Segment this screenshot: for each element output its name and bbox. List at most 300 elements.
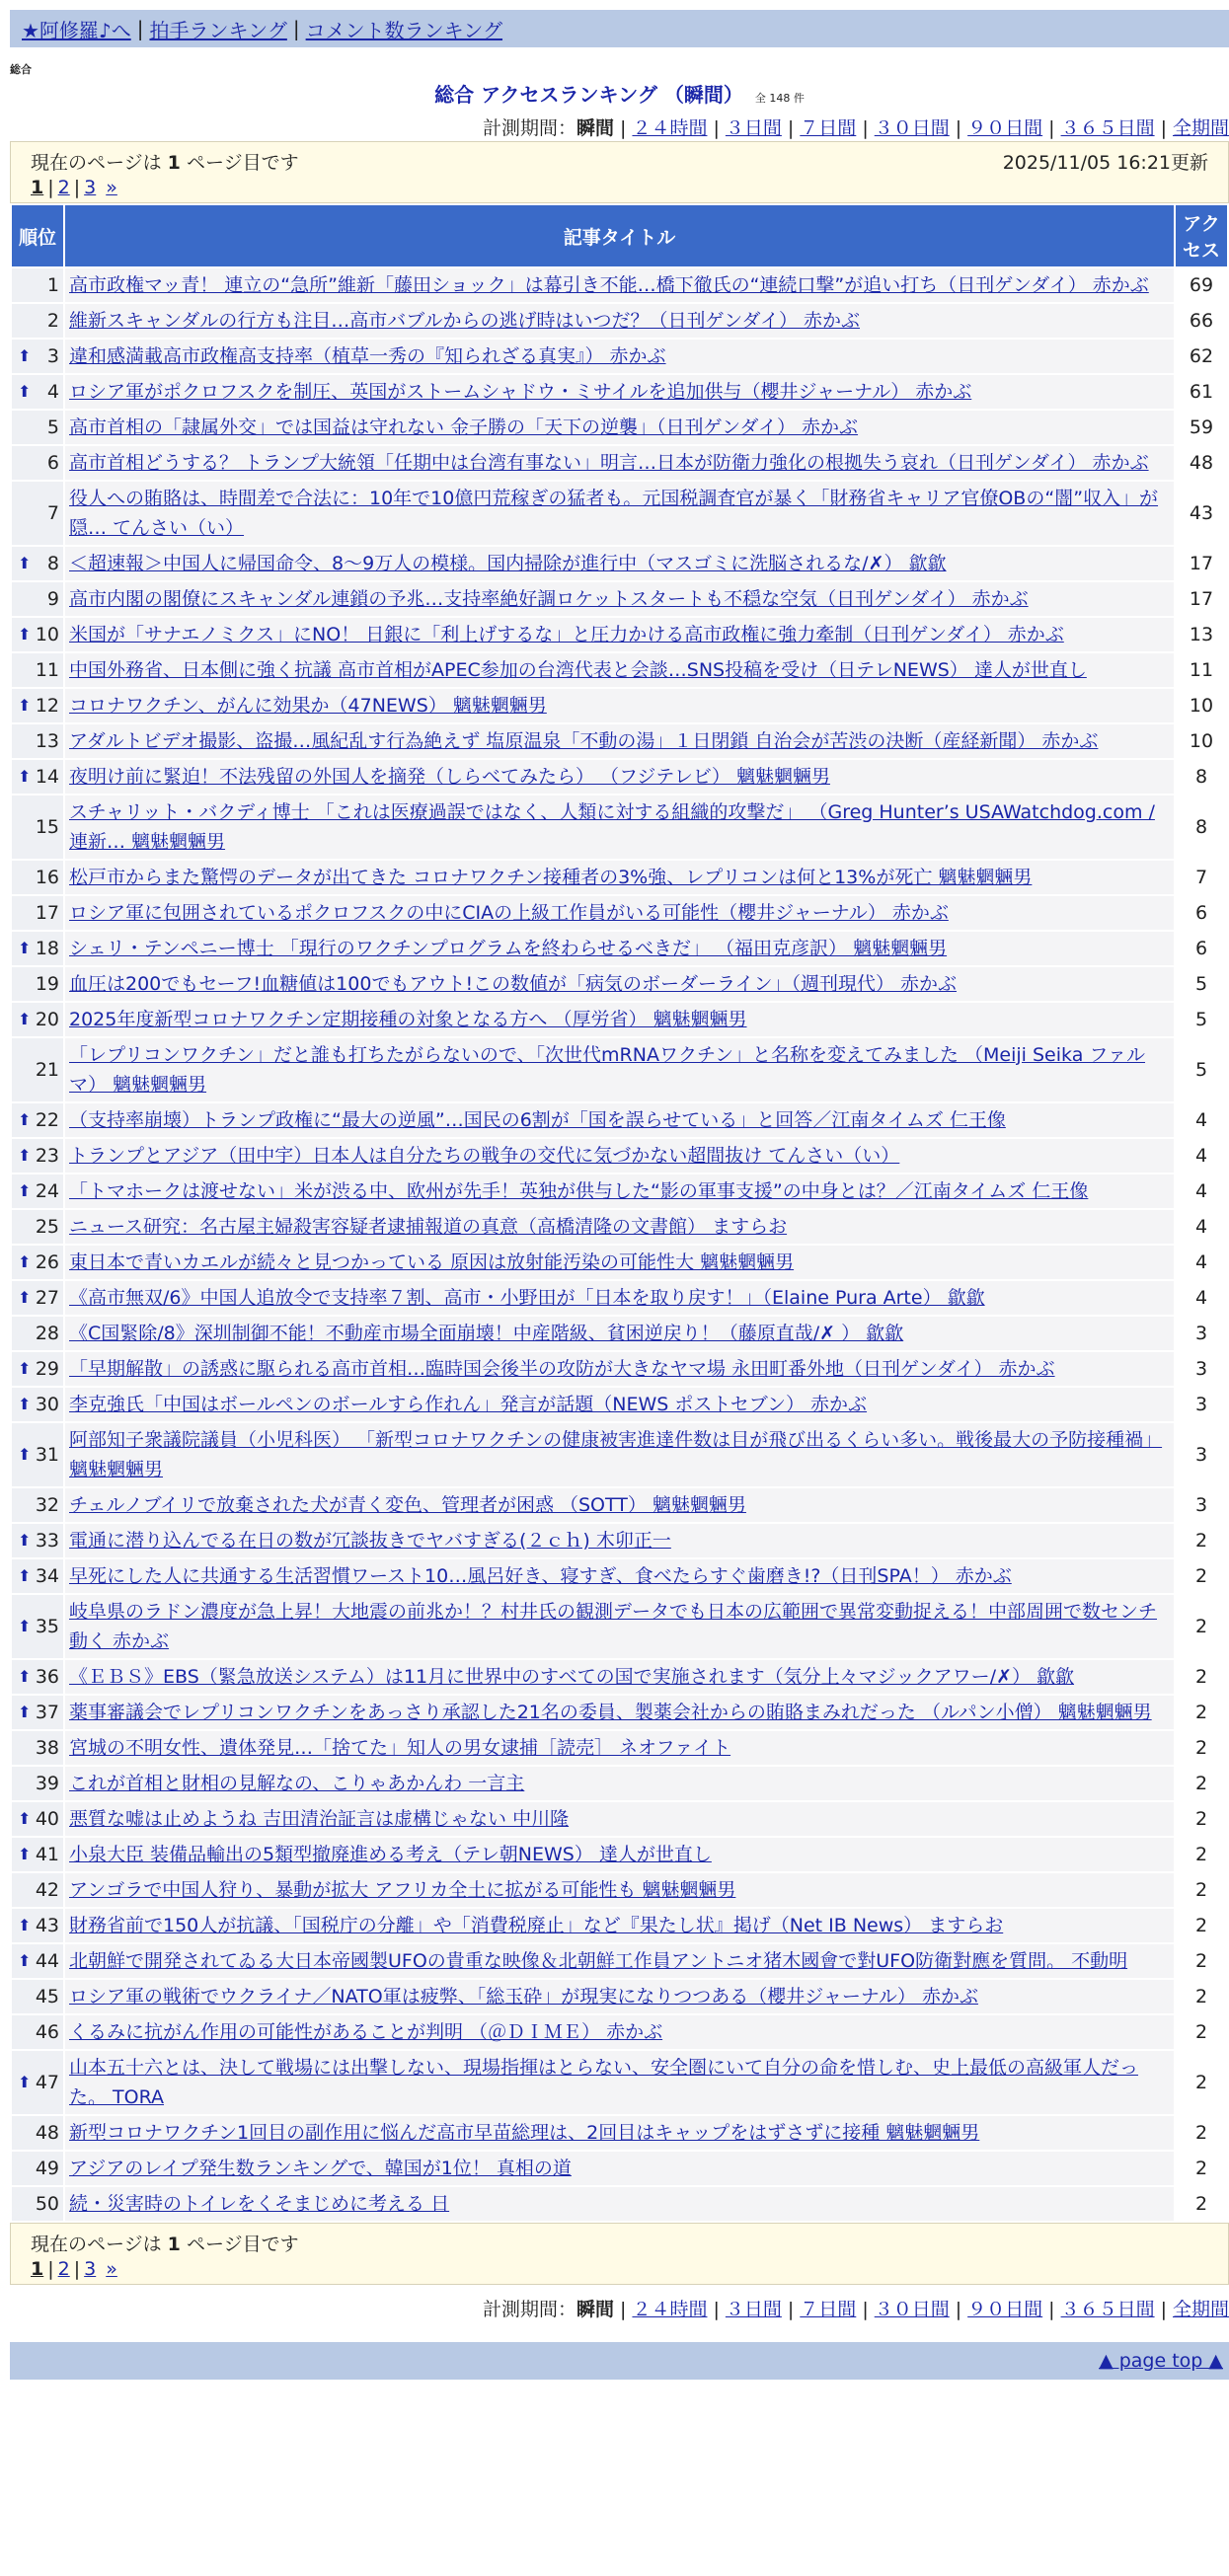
rank-cell <box>12 411 63 444</box>
table-row <box>12 1139 1227 1173</box>
access-count: 4 <box>1176 1139 1227 1173</box>
table-row <box>12 582 1227 616</box>
rank-number: 5 <box>46 417 59 438</box>
access-count: 2 <box>1176 2187 1227 2221</box>
access-count: 3 <box>1176 1423 1227 1486</box>
pager-bottom <box>10 2223 1229 2285</box>
article-title-link[interactable]: 血圧は200でもセーフ!血糖値は100でもアウト!この数値が「病気のボーダーライン」（週刊現代） 赤かぶ <box>69 973 958 995</box>
title-cell <box>65 304 1174 338</box>
pager-page-link[interactable]: 3 <box>84 2258 97 2280</box>
period-option-link[interactable]: ９０日間 <box>967 2299 1043 2320</box>
page-root <box>10 10 1229 2380</box>
rank-number: 45 <box>35 1986 59 2008</box>
rank-number: 13 <box>35 730 59 752</box>
article-title-link[interactable]: 違和感満載高市政権高支持率（植草一秀の『知られざる真実』） 赤かぶ <box>69 345 666 367</box>
rank-up-arrow-icon: ⬆ <box>18 1181 32 1200</box>
title-cell <box>65 1838 1174 1871</box>
rank-cell <box>12 967 63 1001</box>
title-cell <box>65 1559 1174 1593</box>
period-separator: | <box>1160 117 1167 139</box>
title-cell <box>65 1388 1174 1421</box>
table-row <box>12 796 1227 859</box>
rank-up-arrow-icon: ⬆ <box>18 346 32 365</box>
pager-separator: | <box>47 2258 54 2280</box>
rank-cell <box>12 1696 63 1729</box>
access-header: アクセス <box>1176 205 1227 266</box>
pager-next-link[interactable]: » <box>106 177 117 198</box>
access-count: 2 <box>1176 1731 1227 1765</box>
table-row <box>12 1595 1227 1658</box>
article-title-link[interactable]: ロシア軍がポクロフスクを制圧、英国がストームシャドウ・ミサイルを追加供与（櫻井ジャーナル） 赤かぶ <box>69 381 972 403</box>
article-title-link[interactable]: スチャリット・バクディ博士 「これは医療過誤ではなく、人類に対する組織的攻撃だ」 （Greg Hunter’s USAWatchdog.com / 連新… 魑魅魍魎男 <box>69 801 1155 853</box>
article-title-link[interactable]: 財務省前で150人が抗議、「国税庁の分離」や「消費税廃止」など『果たし状』掲げ（Net IB News） ますらお <box>69 1915 1004 1936</box>
article-title-link[interactable]: 岐阜県のラドン濃度が急上昇！大地震の前兆か！？村井氏の観測データでも日本の広範囲で異常変動捉える！中部周囲で数センチ動く 赤かぶ <box>69 1601 1158 1652</box>
rank-up-arrow-icon: ⬆ <box>18 1667 32 1686</box>
period-option-link[interactable]: ３６５日間 <box>1060 2299 1155 2320</box>
rank-number: 21 <box>35 1059 59 1081</box>
access-count: 5 <box>1176 1003 1227 1036</box>
table-row <box>12 1352 1227 1386</box>
access-count: 4 <box>1176 1174 1227 1208</box>
rank-cell <box>12 1767 63 1800</box>
access-count: 3 <box>1176 1488 1227 1522</box>
rank-cell <box>12 1488 63 1522</box>
period-label: 計測期間： <box>483 2299 577 2320</box>
rank-number: 25 <box>35 1216 59 1238</box>
access-count: 2 <box>1176 1767 1227 1800</box>
table-row <box>12 1696 1227 1729</box>
rank-cell <box>12 1873 63 1907</box>
period-separator: | <box>713 2299 720 2320</box>
access-count: 4 <box>1176 1281 1227 1315</box>
pager-current-page: 1 <box>31 2258 44 2280</box>
period-option-link[interactable]: ２４時間 <box>632 2299 708 2320</box>
access-count: 2 <box>1176 2152 1227 2185</box>
article-title-link[interactable]: ニュース研究：名古屋主婦殺害容疑者逮捕報道の真意（高橋清隆の文書館） ますらお <box>69 1216 788 1238</box>
access-count: 66 <box>1176 304 1227 338</box>
table-row <box>12 1944 1227 1978</box>
access-count: 2 <box>1176 1802 1227 1836</box>
top-nav-bar <box>10 10 1229 47</box>
pager-page-link[interactable]: 2 <box>57 2258 70 2280</box>
rank-number: 35 <box>35 1616 59 1637</box>
article-title-link[interactable]: 宮城の不明女性、遺体発見…「捨てた」知人の男女逮捕［読売］ ネオファイト <box>69 1737 731 1759</box>
rank-number: 44 <box>35 1950 59 1972</box>
article-title-link[interactable]: 東日本で青いカエルが続々と見つかっている 原因は放射能汚染の可能性大 魑魅魍魎男 <box>69 1251 795 1273</box>
article-title-link[interactable]: 2025年度新型コロナワクチン定期接種の対象となる方へ （厚労省） 魑魅魍魎男 <box>69 1009 747 1030</box>
rank-up-arrow-icon: ⬆ <box>18 2073 32 2091</box>
title-cell <box>65 2116 1174 2150</box>
table-row <box>12 896 1227 930</box>
rank-cell <box>12 1103 63 1137</box>
rank-number: 17 <box>35 902 59 924</box>
rank-cell <box>12 689 63 722</box>
rank-cell <box>12 1980 63 2013</box>
rank-up-arrow-icon: ⬆ <box>18 1288 32 1307</box>
title-cell <box>65 1423 1174 1486</box>
access-count: 8 <box>1176 760 1227 794</box>
ranking-table <box>10 203 1229 2223</box>
rank-up-arrow-icon: ⬆ <box>18 1531 32 1550</box>
rank-number: 26 <box>35 1251 59 1273</box>
footer-bar <box>10 2342 1229 2380</box>
rank-up-arrow-icon: ⬆ <box>18 1359 32 1378</box>
access-count: 2 <box>1176 1559 1227 1593</box>
article-title-link[interactable]: 高市首相の「隷属外交」では国益は守れない 金子勝の「天下の逆襲」（日刊ゲンダイ） 赤かぶ <box>69 417 859 438</box>
pager-page-link[interactable]: 2 <box>57 177 70 198</box>
table-row <box>12 1559 1227 1593</box>
table-row <box>12 1980 1227 2013</box>
rank-number: 15 <box>35 816 59 838</box>
page-title: 総合 アクセスランキング （瞬間） <box>434 83 743 107</box>
period-option-link[interactable]: ３０日間 <box>874 117 950 139</box>
title-cell <box>65 340 1174 373</box>
rank-cell <box>12 1524 63 1557</box>
page-status <box>31 148 299 175</box>
period-option-link[interactable]: 全期間 <box>1172 117 1229 139</box>
table-row <box>12 1281 1227 1315</box>
page-status-prefix: 現在のページは <box>31 2234 162 2255</box>
rank-cell <box>12 760 63 794</box>
article-title-link[interactable]: 新型コロナワクチン1回目の副作用に悩んだ高市早苗総理は、2回目はキャップをはずさずに接種 魑魅魍魎男 <box>69 2122 980 2144</box>
rank-cell <box>12 268 63 302</box>
article-title-link[interactable]: 早死にした人に共通する生活習慣ワースト10…風呂好き、寝すぎ、食べたらすぐ歯磨き!?（日刊SPA！） 赤かぶ <box>69 1565 1012 1587</box>
rank-number: 41 <box>35 1844 59 1865</box>
title-cell <box>65 582 1174 616</box>
rank-up-arrow-icon: ⬆ <box>18 1445 32 1464</box>
period-option-link[interactable]: ７日間 <box>800 117 857 139</box>
period-option-link[interactable]: ３０日間 <box>874 2299 950 2320</box>
rank-cell <box>12 653 63 687</box>
title-cell <box>65 653 1174 687</box>
pager-current-page: 1 <box>31 177 44 198</box>
table-row <box>12 1488 1227 1522</box>
rank-cell <box>12 1174 63 1208</box>
rank-cell <box>12 2152 63 2185</box>
rank-cell <box>12 1038 63 1101</box>
article-title-link[interactable]: 米国が「サナエノミクス」にNO！ 日銀に「利上げするな」と圧力かける高市政権に強力牽制（日刊ゲンダイ） 赤かぶ <box>69 624 1064 645</box>
table-row <box>12 411 1227 444</box>
article-title-link[interactable]: 松戸市からまた驚愕のデータが出てきた コロナワクチン接種者の3%強、レプリコンは何と13%が死亡 魑魅魍魎男 <box>69 867 1033 888</box>
total-count: 全 148 件 <box>754 92 805 105</box>
table-row <box>12 2015 1227 2049</box>
rank-number: 40 <box>35 1808 59 1830</box>
article-title-link[interactable]: トランプとアジア（田中宇）日本人は自分たちの戦争の交代に気づかない超間抜け てんさい（い） <box>69 1145 900 1167</box>
article-title-link[interactable]: ロシア軍に包囲されているポクロフスクの中にCIAの上級工作員がいる可能性（櫻井ジャーナル） 赤かぶ <box>69 902 949 924</box>
rank-cell <box>12 1802 63 1836</box>
table-row <box>12 1524 1227 1557</box>
title-cell <box>65 1767 1174 1800</box>
article-title-link[interactable]: アンゴラで中国人狩り、暴動が拡大 アフリカ全土に拡がる可能性も 魑魅魍魎男 <box>69 1879 736 1901</box>
table-row <box>12 1038 1227 1101</box>
access-count: 5 <box>1176 1038 1227 1101</box>
period-option-link[interactable]: ３６５日間 <box>1060 117 1155 139</box>
article-title-link[interactable]: 中国外務省、日本側に強く抗議 高市首相がAPEC参加の台湾代表と会談…SNS投稿を受け（日テレNEWS） 達人が世直し <box>69 659 1087 681</box>
access-count: 3 <box>1176 1352 1227 1386</box>
table-row <box>12 2116 1227 2150</box>
table-row <box>12 446 1227 480</box>
article-title-link[interactable]: 役人への賄賂は、時間差で合法に：10年で10億円荒稼ぎの猛者も。元国税調査官が暴く「財務省キャリア官僚OBの“闇”収入」が隠… てんさい（い） <box>69 488 1159 539</box>
rank-number: 16 <box>35 867 59 888</box>
rank-cell <box>12 340 63 373</box>
article-title-link[interactable]: 高市内閣の閣僚にスキャンダル連鎖の予兆…支持率絶好調ロケットスタートも不穏な空気（日刊ゲンダイ） 赤かぶ <box>69 588 1029 610</box>
article-title-link[interactable]: アダルトビデオ撮影、盗撮…風紀乱す行為絶えず 塩原温泉「不動の湯」１日閉鎖 自治会が苦渋の決断（産経新聞） 赤かぶ <box>69 730 1099 752</box>
rank-cell <box>12 375 63 409</box>
rank-cell <box>12 932 63 965</box>
table-row <box>12 482 1227 545</box>
page-status-suffix: ページ目です <box>186 2234 299 2255</box>
rank-cell <box>12 2116 63 2150</box>
title-cell <box>65 1660 1174 1694</box>
rank-cell <box>12 2051 63 2114</box>
access-count: 69 <box>1176 268 1227 302</box>
table-row <box>12 861 1227 894</box>
rank-number: 6 <box>46 452 59 474</box>
article-title-link[interactable]: これが首相と財相の見解なの、こりゃあかんわ 一言主 <box>69 1773 525 1794</box>
rank-up-arrow-icon: ⬆ <box>18 1252 32 1271</box>
table-row <box>12 268 1227 302</box>
access-count: 4 <box>1176 1210 1227 1244</box>
article-title-link[interactable]: 「トマホークは渡せない」米が渋る中、欧州が先手！英独が供与した“影の軍事支援”の中身とは？／江南タイムズ 仁王像 <box>69 1180 1089 1202</box>
title-cell <box>65 1003 1174 1036</box>
period-option-link[interactable]: ７日間 <box>800 2299 857 2320</box>
access-count: 6 <box>1176 896 1227 930</box>
title-cell <box>65 2051 1174 2114</box>
article-title-link[interactable]: 高市政権マッ青！ 連立の“急所”維新「藤田ショック」は幕引き不能…橋下徹氏の“連続口撃”が追い打ち（日刊ゲンダイ） 赤かぶ <box>69 274 1149 296</box>
rank-number: 31 <box>35 1444 59 1466</box>
rank-number: 11 <box>35 659 59 681</box>
article-title-link[interactable]: 《ＥＢＳ》EBS（緊急放送システム）は11月に世界中のすべての国で実施されます（気分上々マジックアワー/✗） 歙歙 <box>69 1666 1075 1688</box>
title-cell <box>65 1731 1174 1765</box>
access-count: 59 <box>1176 411 1227 444</box>
article-title-link[interactable]: くるみに抗がん作用の可能性があることが判明 （＠ＤＩＭＥ） 赤かぶ <box>69 2021 663 2043</box>
title-cell <box>65 2015 1174 2049</box>
period-option-link[interactable]: ３日間 <box>725 2299 782 2320</box>
rank-up-arrow-icon: ⬆ <box>18 1110 32 1129</box>
rank-cell <box>12 1003 63 1036</box>
article-title-link[interactable]: 維新スキャンダルの行方も注目…高市バブルからの逃げ時はいつだ？（日刊ゲンダイ） 赤かぶ <box>69 310 861 332</box>
rank-number: 27 <box>35 1287 59 1309</box>
period-separator: | <box>1160 2299 1167 2320</box>
period-separator: | <box>713 117 720 139</box>
period-option-link[interactable]: ９０日間 <box>967 117 1043 139</box>
article-title-link[interactable]: 続・災害時のトイレをくそまじめに考える 日 <box>69 2193 450 2215</box>
title-cell <box>65 547 1174 580</box>
rank-cell <box>12 861 63 894</box>
rank-number: 50 <box>35 2193 59 2215</box>
rank-number: 3 <box>46 345 59 367</box>
rank-cell <box>12 1660 63 1694</box>
period-separator: | <box>620 117 627 139</box>
access-count: 2 <box>1176 1944 1227 1978</box>
rank-cell <box>12 2015 63 2049</box>
title-cell <box>65 1944 1174 1978</box>
rank-up-arrow-icon: ⬆ <box>18 767 32 786</box>
article-title-link[interactable]: 李克強氏「中国はボールペンのボールすら作れん」発言が話題（NEWS ポストセブン） 赤かぶ <box>69 1394 868 1415</box>
period-option-link[interactable]: ２４時間 <box>632 117 708 139</box>
period-current: 瞬間 <box>576 117 615 139</box>
pager-top <box>10 141 1229 203</box>
article-title-link[interactable]: 夜明け前に緊迫！不法残留の外国人を摘発（しらべてみたら） （フジテレビ） 魑魅魍魎男 <box>69 766 830 788</box>
article-title-link[interactable]: ＜超速報＞中国人に帰国命令、8～9万人の模様。国内掃除が進行中（マスゴミに洗脳されるな/✗） 歙歙 <box>69 553 947 574</box>
article-title-link[interactable]: チェルノブイリで放棄された犬が青く変色、管理者が困惑 （SOTT） 魑魅魍魎男 <box>69 1494 746 1516</box>
table-row <box>12 932 1227 965</box>
article-title-link[interactable]: 山本五十六とは、決して戦場には出撃しない、現場指揮はとらない、安全圏にいて自分の命を惜しむ、史上最低の高級軍人だった。 TORA <box>69 2057 1139 2108</box>
article-title-link[interactable]: 《高市無双/6》中国人追放令で支持率７割、高市・小野田が「日本を取り戻す！」（Elaine Pura Arte） 歙歙 <box>69 1287 985 1309</box>
title-cell <box>65 689 1174 722</box>
pager-separator: | <box>73 177 81 198</box>
rank-number: 46 <box>35 2021 59 2043</box>
rank-up-arrow-icon: ⬆ <box>18 382 32 401</box>
table-row <box>12 1246 1227 1279</box>
article-title-link[interactable]: 北朝鮮で開発されてゐる大日本帝國製UFOの貴重な映像＆北朝鮮工作員アントニオ猪木國會で對UFO防衛對應を質問。 不動明 <box>69 1950 1128 1972</box>
access-count: 2 <box>1176 2051 1227 2114</box>
rank-cell <box>12 482 63 545</box>
rank-number: 8 <box>46 553 59 574</box>
article-title-link[interactable]: 《C国緊除/8》深圳制御不能！不動産市場全面崩壊！中産階級、貧困逆戻り！（藤原直哉/✗ ） 歙歙 <box>69 1323 904 1344</box>
article-title-link[interactable]: （支持率崩壊）トランプ政権に“最大の逆風”…国民の6割が「国を誤らせている」と回答／江南タイムズ 仁王像 <box>69 1109 1006 1131</box>
article-title-link[interactable]: アジアのレイプ発生数ランキングで、韓国が1位！ 真相の道 <box>69 2158 572 2179</box>
period-separator: | <box>1048 2299 1055 2320</box>
period-option-link[interactable]: 全期間 <box>1172 2299 1229 2320</box>
home-link[interactable]: ★阿修羅♪へ <box>22 18 131 42</box>
rank-cell <box>12 1317 63 1350</box>
table-row <box>12 724 1227 758</box>
title-cell <box>65 1246 1174 1279</box>
article-title-link[interactable]: 薬事審議会でレプリコンワクチンをあっさり承認した21名の委員、製薬会社からの賄賂まみれだった （ルパン小僧） 魑魅魍魎男 <box>69 1702 1152 1723</box>
title-cell <box>65 1210 1174 1244</box>
title-cell <box>65 1281 1174 1315</box>
ranking-table-body <box>12 268 1227 2221</box>
rank-number: 42 <box>35 1879 59 1901</box>
rank-cell <box>12 304 63 338</box>
rank-cell <box>12 618 63 651</box>
period-separator: | <box>787 2299 795 2320</box>
title-cell <box>65 375 1174 409</box>
table-row <box>12 967 1227 1001</box>
rank-number: 18 <box>35 938 59 959</box>
title-cell <box>65 896 1174 930</box>
access-count: 2 <box>1176 2015 1227 2049</box>
page-status-number: 1 <box>167 2234 181 2255</box>
title-cell <box>65 967 1174 1001</box>
title-cell <box>65 1802 1174 1836</box>
applause-ranking-link[interactable]: 拍手ランキング <box>149 18 287 42</box>
table-row <box>12 1767 1227 1800</box>
rank-number: 34 <box>35 1565 59 1587</box>
rank-cell <box>12 1595 63 1658</box>
article-title-link[interactable]: 「レプリコンワクチン」だと誰も打ちたがらないので、「次世代mRNAワクチン」と名称を変えてみました （Meiji Seika ファルマ） 魑魅魍魎男 <box>69 1044 1146 1096</box>
table-row <box>12 689 1227 722</box>
article-title-link[interactable]: 「早期解散」の誘惑に駆られる高市首相…臨時国会後半の攻防が大きなヤマ場 永田町番外地（日刊ゲンダイ） 赤かぶ <box>69 1358 1055 1380</box>
period-selector-top <box>10 114 1229 141</box>
period-separator: | <box>862 117 869 139</box>
title-cell <box>65 861 1174 894</box>
rank-cell <box>12 724 63 758</box>
period-label: 計測期間： <box>483 117 577 139</box>
rank-cell <box>12 1281 63 1315</box>
table-row <box>12 1873 1227 1907</box>
article-title-link[interactable]: 高市首相どうする？ トランプ大統領「任期中は台湾有事ない」明言…日本が防衛力強化の根拠失う哀れ（日刊ゲンダイ） 赤かぶ <box>69 452 1149 474</box>
article-title-link[interactable]: 小泉大臣 装備品輸出の5類型撤廃進める考え（テレ朝NEWS） 達人が世直し <box>69 1844 712 1865</box>
title-cell <box>65 1980 1174 2013</box>
table-row <box>12 1003 1227 1036</box>
rank-cell <box>12 1246 63 1279</box>
rank-up-arrow-icon: ⬆ <box>18 696 32 715</box>
updated-timestamp: 2025/11/05 16:21更新 <box>1002 152 1208 174</box>
rank-cell <box>12 1559 63 1593</box>
title-cell <box>65 1038 1174 1101</box>
rank-number: 20 <box>35 1009 59 1030</box>
title-cell <box>65 1103 1174 1137</box>
rank-cell <box>12 2187 63 2221</box>
article-title-link[interactable]: 電通に潜り込んでる在日の数が冗談抜きでヤバすぎる(２ｃｈ) 木卯正一 <box>69 1530 671 1552</box>
rank-up-arrow-icon: ⬆ <box>18 554 32 572</box>
rank-cell <box>12 582 63 616</box>
pager-next-link[interactable]: » <box>106 2258 117 2280</box>
access-count: 6 <box>1176 932 1227 965</box>
table-row <box>12 1174 1227 1208</box>
access-count: 2 <box>1176 1660 1227 1694</box>
rank-number: 28 <box>35 1323 59 1344</box>
article-title-link[interactable]: コロナワクチン、がんに効果か（47NEWS） 魑魅魍魎男 <box>69 695 547 717</box>
table-row <box>12 547 1227 580</box>
title-cell <box>65 1174 1174 1208</box>
rank-cell <box>12 446 63 480</box>
rank-number: 38 <box>35 1737 59 1759</box>
rank-number: 19 <box>35 973 59 995</box>
access-count: 2 <box>1176 2116 1227 2150</box>
rank-number: 22 <box>35 1109 59 1131</box>
pager-page-link[interactable]: 3 <box>84 177 97 198</box>
access-count: 2 <box>1176 1696 1227 1729</box>
period-current: 瞬間 <box>576 2299 615 2320</box>
title-cell <box>65 268 1174 302</box>
pager-separator: | <box>73 2258 81 2280</box>
article-title-link[interactable]: シェリ・テンペニー博士 「現行のワクチンプログラムを終わらせるべきだ」 （福田克彦訳） 魑魅魍魎男 <box>69 938 948 959</box>
rank-number: 47 <box>35 2072 59 2093</box>
page-top-link[interactable]: ▲ page top ▲ <box>1099 2350 1223 2372</box>
rank-number: 9 <box>46 588 59 610</box>
rank-number: 43 <box>35 1915 59 1936</box>
access-count: 2 <box>1176 1524 1227 1557</box>
access-count: 48 <box>1176 446 1227 480</box>
rank-cell <box>12 1944 63 1978</box>
table-row <box>12 1103 1227 1137</box>
access-count: 10 <box>1176 689 1227 722</box>
access-count: 8 <box>1176 796 1227 859</box>
rank-up-arrow-icon: ⬆ <box>18 1146 32 1165</box>
rank-cell <box>12 1139 63 1173</box>
rank-up-arrow-icon: ⬆ <box>18 1951 32 1970</box>
nav-separator: | <box>292 17 300 40</box>
rank-number: 7 <box>46 502 59 524</box>
comment-ranking-link[interactable]: コメント数ランキング <box>305 18 503 42</box>
access-count: 17 <box>1176 547 1227 580</box>
rank-number: 49 <box>35 2158 59 2179</box>
article-title-link[interactable]: 悪質な嘘は止めようね 吉田清治証言は虚構じゃない 中川隆 <box>69 1808 570 1830</box>
rank-cell <box>12 547 63 580</box>
page-status-number: 1 <box>167 152 181 174</box>
rank-number: 37 <box>35 1702 59 1723</box>
table-row <box>12 1731 1227 1765</box>
period-option-link[interactable]: ３日間 <box>725 117 782 139</box>
article-title-link[interactable]: 阿部知子衆議院議員（小児科医） 「新型コロナワクチンの健康被害進達件数は目が飛び出るくらい多い。戦後最大の予防接種禍」 魑魅魍魎男 <box>69 1429 1163 1480</box>
rank-up-arrow-icon: ⬆ <box>18 1566 32 1585</box>
article-title-link[interactable]: ロシア軍の戦術でウクライナ／NATO軍は疲弊、「総玉砕」が現実になりつつある（櫻井ジャーナル） 赤かぶ <box>69 1986 978 2008</box>
ranking-heading <box>10 79 1229 108</box>
rank-cell <box>12 796 63 859</box>
